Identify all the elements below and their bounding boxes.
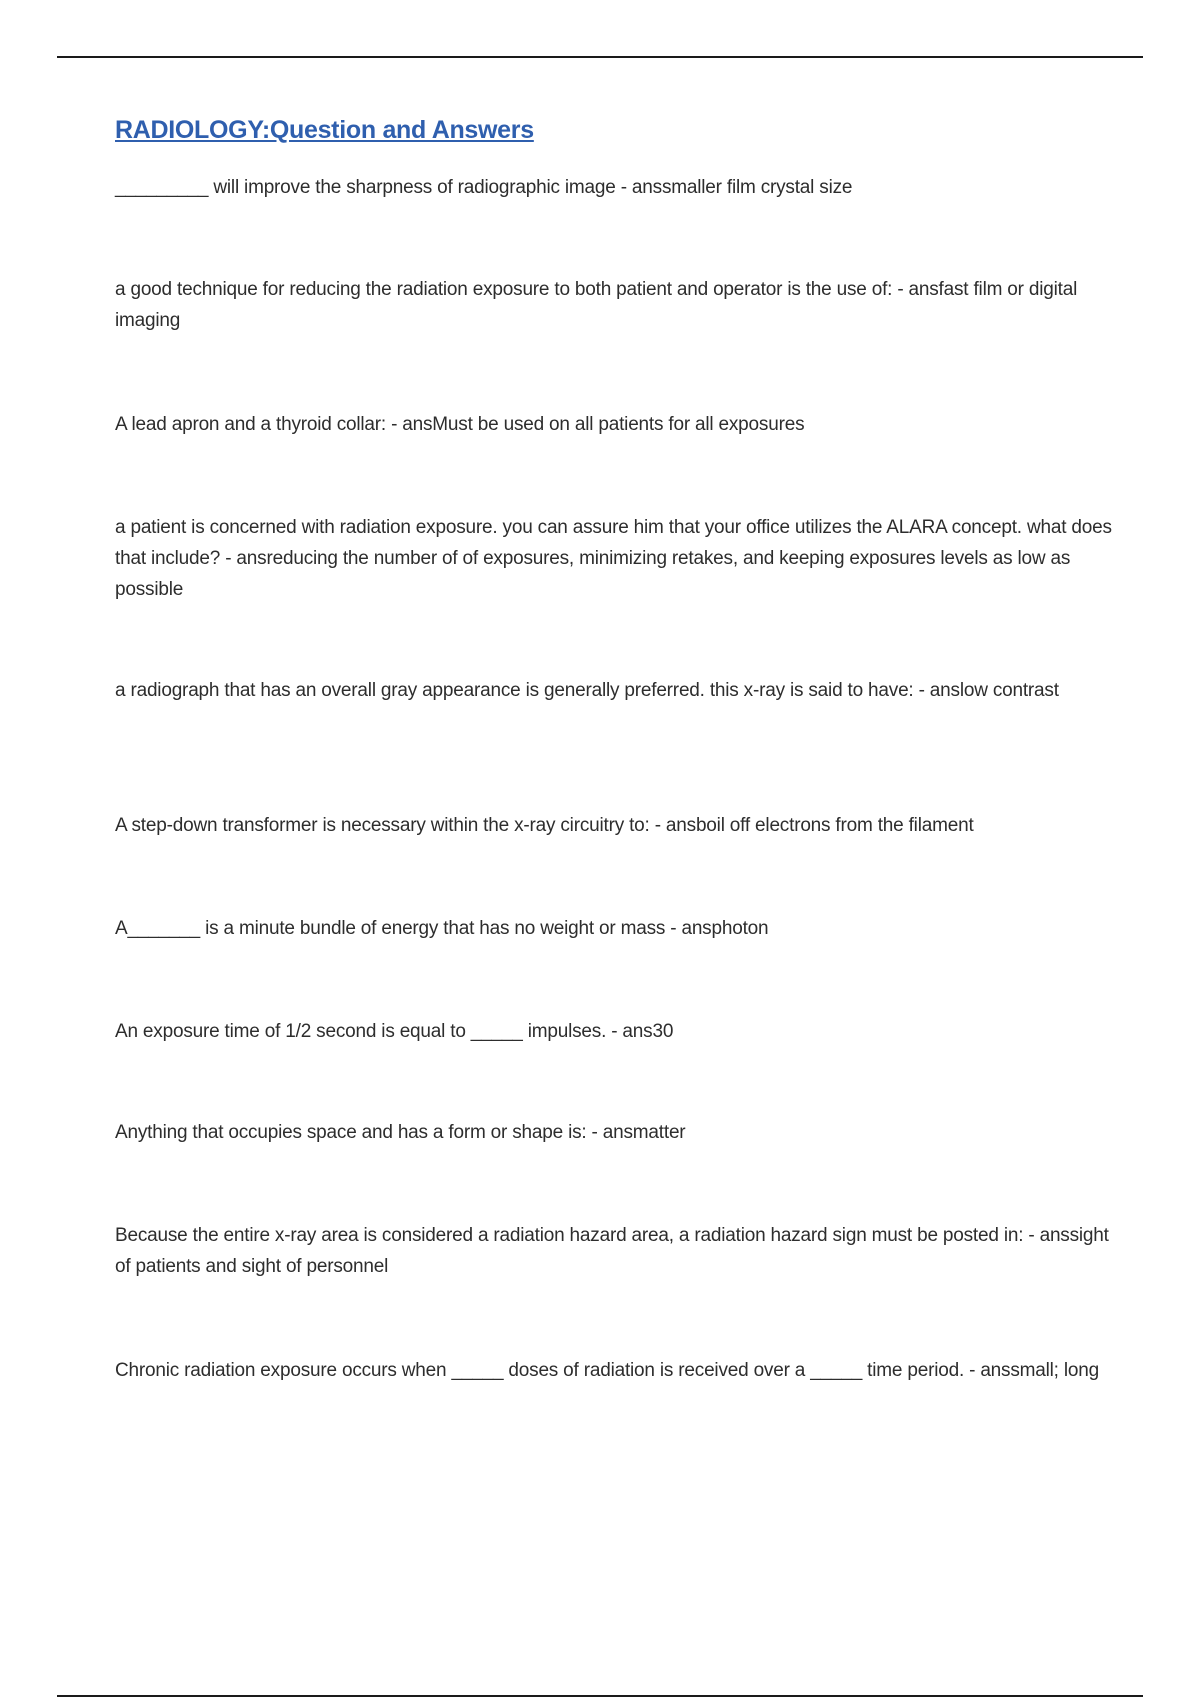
qa-item-2: a good technique for reducing the radiation exposure to both patient and operator is the use of: - ansfast film or digital imaging <box>115 279 1078 331</box>
qa-item-7: A_______ is a minute bundle of energy that has no weight or mass - ansphoton <box>115 918 769 939</box>
qa-item-4: a patient is concerned with radiation exposure. you can assure him that your office utilizes the ALARA concept. what does that include? - ansreducing the number of of exposures, minimizing retakes, and keeping exposures levels as low as possible <box>115 517 1112 600</box>
footer-rule <box>57 1695 1143 1697</box>
qa-item-9: Anything that occupies space and has a form or shape is: - ansmatter <box>115 1122 686 1143</box>
qa-item-5: a radiograph that has an overall gray appearance is generally preferred. this x-ray is said to have: - anslow contrast <box>115 680 1059 701</box>
qa-item-3: A lead apron and a thyroid collar: - ansMust be used on all patients for all exposures <box>115 414 805 435</box>
header-rule <box>57 56 1143 58</box>
qa-item-1: _________ will improve the sharpness of radiographic image - anssmaller film crystal size <box>115 177 853 198</box>
qa-item-8: An exposure time of 1/2 second is equal to _____ impulses. - ans30 <box>115 1021 674 1042</box>
qa-item-10: Because the entire x-ray area is considered a radiation hazard area, a radiation hazard sign must be posted in: - anssight of patients and sight of personnel <box>115 1225 1109 1277</box>
qa-item-11: Chronic radiation exposure occurs when _____ doses of radiation is received over a _____ time period. - anssmall; long <box>115 1360 1099 1381</box>
document-title: RADIOLOGY:Question and Answers <box>115 116 534 144</box>
qa-item-6: A step-down transformer is necessary within the x-ray circuitry to: - ansboil off electrons from the filament <box>115 815 974 836</box>
